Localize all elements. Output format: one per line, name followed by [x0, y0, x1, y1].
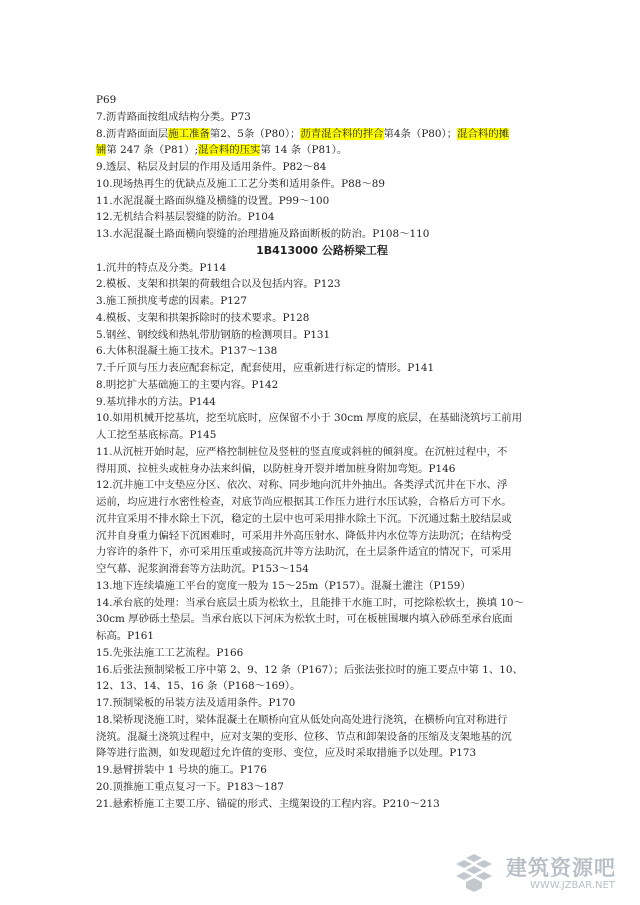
line-38: 浇筑。混凝土浇筑过程中，应对支架的变形、位移、节点和卸架设备的压缩及支架地基的沉	[96, 730, 512, 743]
line-31: 30cm 厚砂砾土垫层。当承台底以下河床为松软土时，可在板桩围堰内填入砂砾至承台底面	[96, 613, 513, 626]
line-24: 运前，均应进行水密性检查，对底节尚应根据其工作压力进行水压试验，合格后方可下水。	[96, 496, 512, 508]
line-37: 18.梁桥现浇施工时，梁体混凝土在顺桥向宜从低处向高处进行浇筑，在横桥向宜对称进行	[96, 713, 508, 726]
highlight-text: 铺	[96, 144, 107, 157]
line-19: 10.如用机械开挖基坑，挖至坑底时，应保留不小于 30cm 厚度的底层，在基础浇筑圬工前用	[96, 412, 523, 425]
line-27: 力容许的条件下，亦可采用压重或接高沉井等方法助沉，在土层条件适宜的情况下，可采用	[96, 546, 512, 559]
line-33: 15.先张法施工工艺流程。P166	[96, 646, 244, 659]
line-22: 得用顶、拉桩头或桩身办法来纠偏，以防桩身开裂并增加桩身附加弯矩。P146	[96, 462, 456, 475]
line-7: 12.无机结合料基层裂缝的防治。P104	[96, 211, 275, 224]
line-28: 空气幕、泥浆润滑套等方法助沉。P153～154	[96, 563, 309, 575]
line-25: 沉井宜采用不排水除土下沉，稳定的土层中也可采用排水除土下沉。下沉通过黏土胶结层或	[96, 512, 512, 525]
line-15: 6.大体积混凝土施工技术。P137～138	[96, 345, 278, 358]
line-39: 降等进行监测，如发现超过允许值的变形、变位，应及时采取措施予以处理。P173	[96, 747, 477, 760]
line-29: 13.地下连续墙施工平台的宽度一般为 15～25m（P157）。混凝土灌注（P159）	[96, 579, 471, 592]
line-21: 11.从沉桩开始时起，应严格控制桩位及竖桩的竖直度或斜桩的倾斜度。在沉桩过程中，不	[96, 445, 508, 458]
line-4: 9.透层、粘层及封层的作用及适用条件。P82～84	[96, 161, 327, 173]
item-8-text: 第 247 条（P81）;	[106, 144, 199, 157]
line-6: 11.水泥混凝土路面纵缝及横缝的设置。P99～100	[96, 194, 330, 207]
item-8-text: 第 14 条（P81）。	[260, 144, 348, 157]
line-20: 人工挖至基底标高。P145	[96, 429, 217, 441]
highlight-text: 施工准备	[168, 127, 210, 140]
watermark-title: 建筑资源吧	[506, 856, 616, 880]
line-5: 10.现场热再生的优缺点及施工工艺分类和适用条件。P88～89	[96, 177, 385, 190]
section-heading: 1B413000 公路桥梁工程	[256, 243, 388, 257]
line-41: 20.顶推施工重点复习一下。P183～187	[96, 780, 284, 793]
line-18: 9.基坑排水的方法。P144	[96, 395, 216, 408]
line-23: 12.沉井施工中支垫应分区、依次、对称、同步地向沉井外抽出。各类浮式沉井在下水、浮	[96, 479, 508, 492]
item-8-text: 第2、5条（P80）；	[209, 127, 301, 140]
line-35: 12、13、14、15、16 条（P168～169）。	[96, 680, 301, 693]
line-36: 17.预制梁板的吊装方法及适用条件。P170	[96, 697, 296, 709]
line-40: 19.悬臂拼装中 1 号块的施工。P176	[96, 764, 267, 776]
line-16: 7.千斤顶与压力表应配套标定，配套使用，应重新进行标定的情形。P141	[96, 362, 435, 374]
line-13: 4.模板、支架和拱架拆除时的技术要求。P128	[96, 311, 310, 324]
line-26: 沉井自身重力偏轻下沉困难时，可采用井外高压射水、降低井内水位等方法助沉；在结构受	[96, 529, 512, 542]
watermark	[448, 848, 638, 898]
line-10: 1.沉井的特点及分类。P114	[96, 261, 227, 274]
line-17: 8.明挖扩大基础施工的主要内容。P142	[96, 378, 279, 391]
line-0: P69	[96, 94, 117, 106]
line-32: 标高。P161	[96, 630, 154, 642]
line-30: 14.承台底的处理：当承台底层土质为松软土，且能排干水施工时，可挖除松软土，换填 10～	[96, 596, 524, 609]
line-1: 7.沥青路面按组成结构分类。P73	[96, 110, 251, 123]
line-11: 2.模板、支架和拱架的荷载组合以及包括内容。P123	[96, 278, 341, 291]
highlight-text: 混合料的摊	[457, 127, 510, 140]
highlight-text: 混合料的压实	[198, 144, 261, 157]
line-12: 3.施工预拱度考虑的因素。P127	[96, 295, 248, 307]
highlight-text: 沥青混合料的拌合	[300, 127, 384, 140]
cube-logo-icon	[454, 852, 494, 892]
document-body	[96, 92, 548, 812]
item-8-text: 8.沥青路面面层	[96, 127, 169, 140]
line-42: 21.悬索桥施工主要工序、锚碇的形式、主缆架设的工程内容。P210～213	[96, 797, 440, 810]
item-8-text: 第4条（P80）；	[383, 127, 458, 140]
item-8-line-1	[96, 126, 548, 143]
watermark-url: WWW.JZBAR.NET	[530, 880, 615, 891]
line-14: 5.钢丝、钢绞线和热轧带肋钢筋的检测项目。P131	[96, 328, 331, 341]
item-8-line-2	[96, 142, 548, 159]
line-8: 13.水泥混凝土路面横向裂缝的治理措施及路面断板的防治。P108～110	[96, 228, 430, 240]
line-34: 16.后张法预制梁板工序中第 2、9、12 条（P167）；后张法张拉时的施工要点中第 1、10、	[96, 663, 523, 676]
